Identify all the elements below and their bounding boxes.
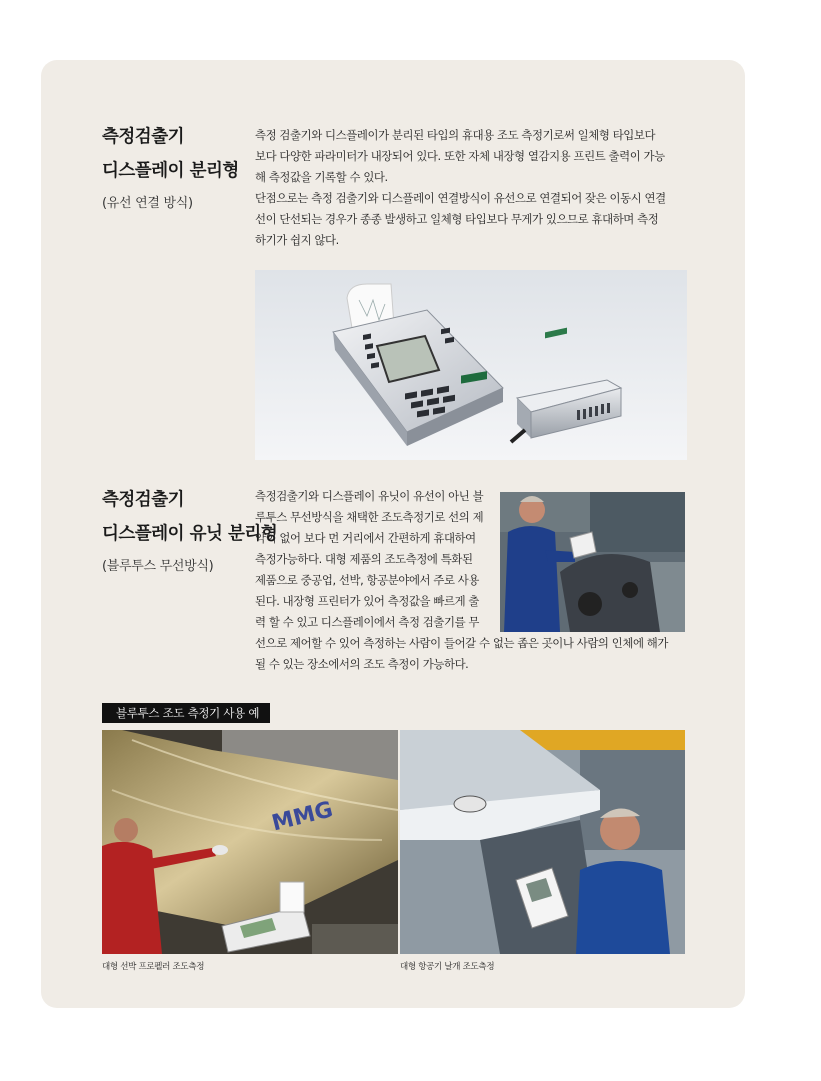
section2-title-line1: 측정검출기 xyxy=(102,490,185,510)
caption-propeller: 대형 선박 프로펠러 조도측정 xyxy=(102,962,205,972)
section2-line: 선으로 제어할 수 있어 측정하는 사람이 들어갈 수 없는 좁은 곳이나 사람의 인체에 해가 xyxy=(255,636,668,650)
section2-line: 될 수 있는 장소에서의 조도 측정이 가능하다. xyxy=(255,657,469,671)
product-photo-wired-device xyxy=(255,270,687,460)
propeller-photo xyxy=(102,730,398,954)
section2-line: 력 할 수 있고 디스플레이에서 측정 검출기를 무 xyxy=(255,615,480,629)
section2-line: 측정검출기와 디스플레이 유닛이 유선이 아닌 블 xyxy=(255,489,484,503)
propeller-logo-text: MMG xyxy=(269,797,336,837)
section1-line: 해 측정값을 기록할 수 있다. xyxy=(255,170,388,184)
section1-line: 보다 다양한 파라미터가 내장되어 있다. 또한 자체 내장형 열감지용 프린트 출력이 가능 xyxy=(255,149,665,163)
caption-aircraft-wing: 대형 항공기 날개 조도측정 xyxy=(400,962,495,972)
section1-line: 하기가 쉽지 않다. xyxy=(255,233,339,247)
examples-header: 블루투스 조도 측정기 사용 예 xyxy=(102,703,270,723)
section1-line: 선이 단선되는 경우가 종종 발생하고 일체형 타입보다 무게가 있으므로 휴대하며 측정 xyxy=(255,212,659,226)
section2-description-narrow xyxy=(255,486,493,633)
section1-subtitle: (유선 연결 방식) xyxy=(102,196,193,211)
section2-line: 약이 없어 보다 먼 거리에서 간편하게 휴대하여 xyxy=(255,531,476,545)
section2-title-line2: 디스플레이 유닛 분리형 xyxy=(102,524,278,544)
section2-description-wide xyxy=(255,633,687,675)
section2-line: 된다. 내장형 프린터가 있어 측정값을 빠르게 출 xyxy=(255,594,480,608)
section2-subtitle: (블루투스 무선방식) xyxy=(102,559,214,574)
section2-line: 제품으로 중공업, 선박, 항공분야에서 주로 사용 xyxy=(255,573,480,587)
aircraft-wing-photo xyxy=(400,730,685,954)
section1-title-line2: 디스플레이 분리형 xyxy=(102,161,239,181)
section1-description xyxy=(255,125,687,251)
section1-line: 측정 검출기와 디스플레이가 분리된 타입의 휴대용 조도 측정기로써 일체형 타입보다 xyxy=(255,128,656,142)
section2-line: 측정가능하다. 대형 제품의 조도측정에 특화된 xyxy=(255,552,473,566)
worker-photo xyxy=(500,492,685,632)
section1-title-line1: 측정검출기 xyxy=(102,127,185,147)
section1-line: 단점으로는 측정 검출기와 디스플레이 연결방식이 유선으로 연결되어 잦은 이동시 연결 xyxy=(255,191,666,205)
section2-line: 루투스 무선방식을 채택한 조도측정기로 선의 제 xyxy=(255,510,484,524)
